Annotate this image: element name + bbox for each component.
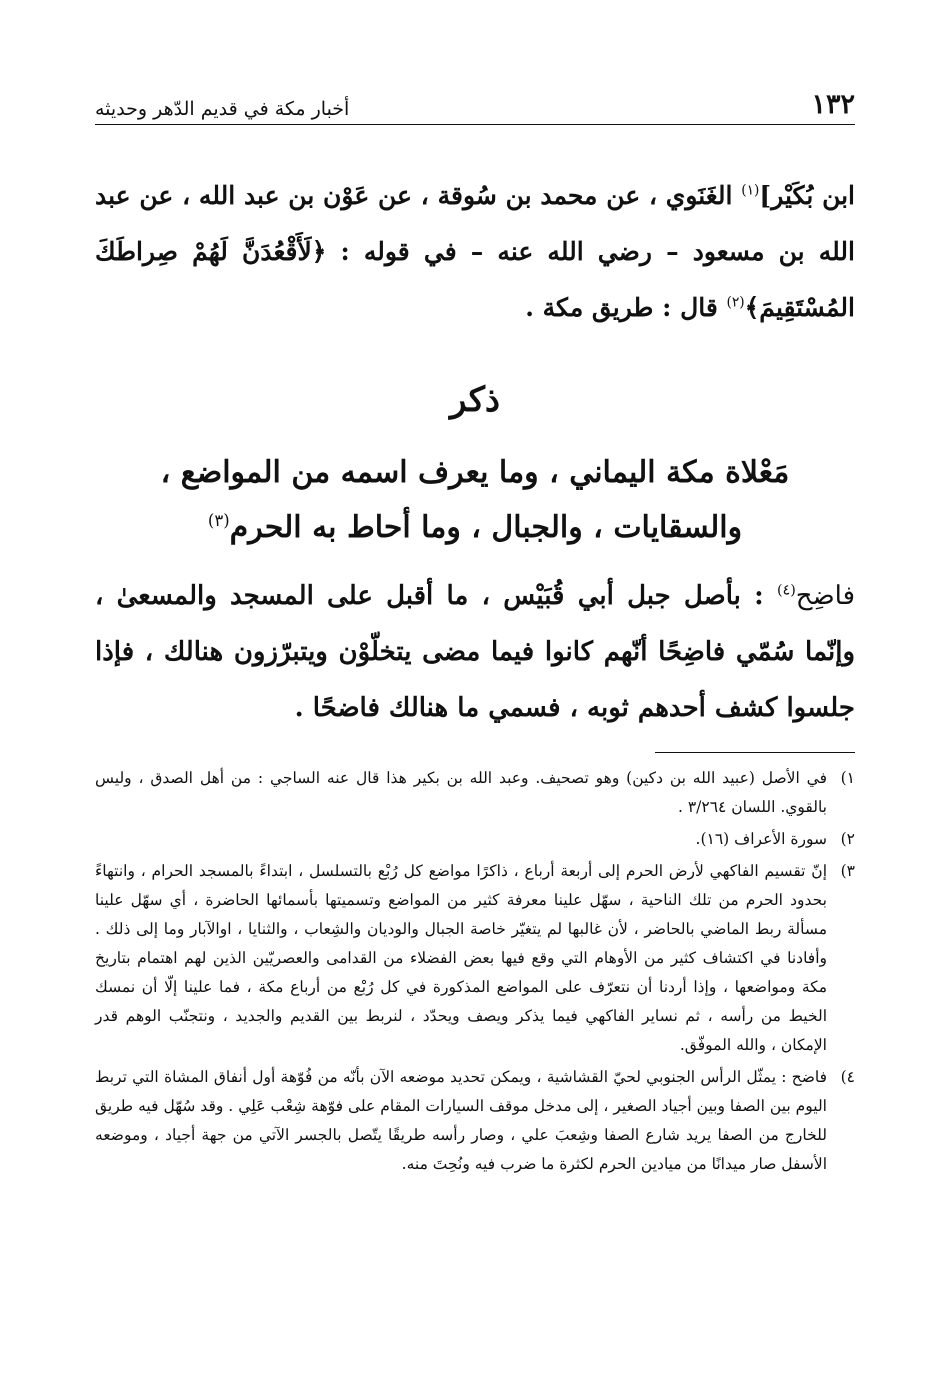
footnote-4 — [95, 1063, 855, 1179]
intro-text-c: قال : طريق مكة . — [525, 293, 727, 322]
entry-text: : بأصل جبل أبي قُبَيْس ، ما أقبل على المسجد والمسعىٰ ، وإنّما سُمّي فاضِحًا أنّهم كانوا فيما مضى يتخلّوْن ويتبرّزون هنالك ، فإذا جلسوا كشف أحدهم ثوبه ، فسمي ما هنالك فاضحًا . — [95, 581, 855, 723]
footnote-number: ٤) — [840, 1068, 855, 1086]
running-header — [95, 85, 855, 125]
footnote-3 — [95, 857, 855, 1060]
section-heading-dhikr: ذكر — [449, 380, 501, 420]
footnote-text: إنّ تقسيم الفاكهي لأرض الحرم إلى أربعة أرباع ، ذاكرًا مواضع كل رُبْع بالتسلسل ، ابتداءً بالمسجد الحرام ، وانتهاءً بحدود الحرم من تلك الناحية ، سهّل علينا معرفة كثير من المواضع وتسميتها بأسمائها الحاضرة ، أي سهّل علينا مسألة ربط الماضي بالحاضر ، لأن غالبها لم يتغيّر خاصة الجبال والوديان والشِعاب ، والثنايا ، اوالآبار وما إلى ذلك . وأفادنا في اكتشاف كثير من الأوهام التي وقع فيها بعض الفضلاء من القدامى والعصريّين الذين لهم اهتمام بتاريخ مكة ومواضعها ، وإذا أردنا أن نتعرّف على المواضع المذكورة في كل رُبْع من أرباع مكة ، فما علينا إلّا أن نمسك الخيط من رأسه ، ثم نساير الفاكهي فيما يذكر ويصف ويحدّد ، لنربط بين القديم والجديد ، ونتجنّب الوهم قدر الإمكان ، والله الموفّق. — [95, 862, 827, 1054]
footnote-ref-1: (١) — [741, 182, 760, 199]
footnote-ref-3: (٣) — [207, 511, 230, 530]
intro-text-a: ابن بُكَيْر] — [759, 181, 855, 210]
footnote-number: ٢) — [840, 830, 855, 848]
intro-text-b: الغَنَوي ، عن محمد بن سُوقة ، عن عَوْن بن عبد الله ، عن عبد الله بن مسعود – رضي الله عنه – في قوله : ﴿لَأَقْعُدَنَّ لَهُمْ صِراطَكَ المُسْتَقِيمَ﴾ — [95, 181, 855, 322]
section-title-text: مَعْلاة مكة اليماني ، وما يعرف اسمه من المواضع ، والسقايات ، والجبال ، وما أحاط به الحرم — [160, 455, 790, 545]
entry-fadih — [95, 568, 855, 736]
footnotes — [95, 764, 855, 1182]
footnote-ref-2: (٢) — [726, 294, 745, 311]
footnote-2 — [95, 825, 855, 854]
footnote-ref-4: (٤) — [776, 582, 796, 599]
footnote-1 — [95, 764, 855, 822]
entry-term: فاضِح — [795, 581, 855, 611]
footnote-number: ٣) — [840, 862, 855, 880]
section-title — [95, 445, 855, 555]
footnote-divider — [655, 752, 855, 753]
intro-paragraph — [95, 168, 855, 336]
footnote-text: سورة الأعراف (١٦). — [695, 830, 827, 848]
page-number: ١٣٢ — [811, 89, 855, 120]
running-title: أخبار مكة في قديم الدّهر وحديثه — [95, 98, 350, 120]
footnote-text: فاضح : يمثّل الرأس الجنوبي لحيّ القشاشية ، ويمكن تحديد موضعه الآن بأنّه من فُوّهة أول أنفاق المشاة التي تربط اليوم بين الصفا وبين أجياد الصغير ، إلى مدخل موقف السيارات المقام على فوّهة شِعْب عَلِي . وقد سُهّل فيه طريق للخارج من الصفا يريد شارع الصفا وشِعبَ علي ، وصار رأسه طريقًا يتّصل بالجسر الآتي من جهة أجياد ، وموضعه الأسفل صار ميدانًا من ميادين الحرم لكثرة ما ضرب فيه ونُحِتَ منه. — [95, 1068, 827, 1173]
footnote-text: في الأصل (عبيد الله بن دكين) وهو تصحيف. وعبد الله بن بكير هذا قال عنه الساجي : من أهل الصدق ، وليس بالقوي. اللسان ٣/٢٦٤ . — [95, 769, 827, 816]
footnote-number: ١) — [840, 769, 855, 787]
